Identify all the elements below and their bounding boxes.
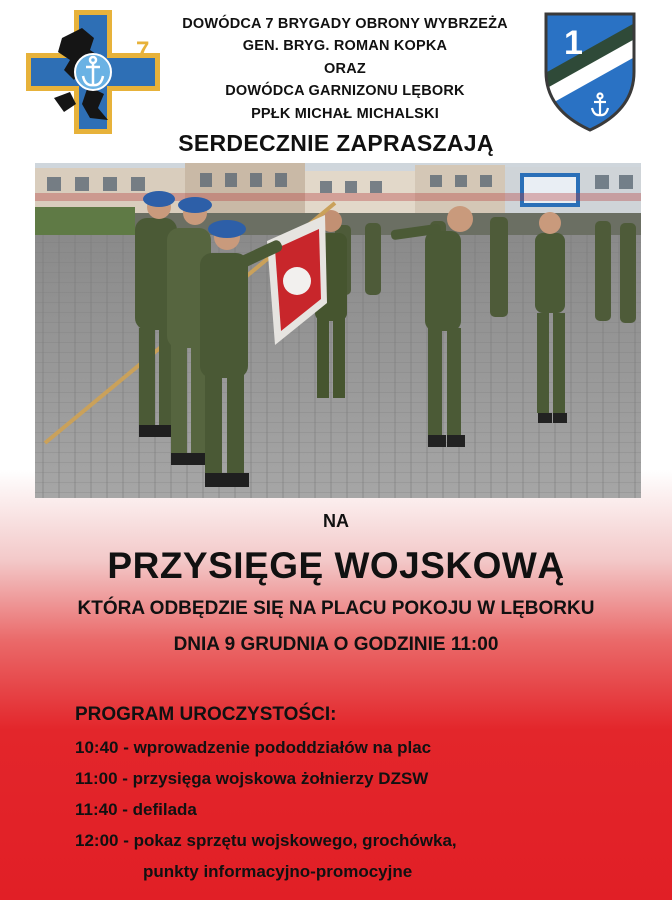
header-line: DOWÓDCA 7 BRYGADY OBRONY WYBRZEŻA [182, 16, 508, 32]
unit-shield [540, 10, 640, 132]
header-line: PPŁK MICHAŁ MICHALSKI [251, 105, 439, 122]
shield-number: 1 [564, 24, 583, 62]
event-title: PRZYSIĘGĘ WOJSKOWĄ [107, 545, 565, 586]
header-line: GEN. BRYG. ROMAN KOPKA [242, 38, 448, 55]
emblem-number: 7 [136, 37, 150, 64]
header [170, 13, 520, 125]
program-item: 11:40 - defilada [75, 800, 197, 819]
ceremony-photo [35, 163, 641, 498]
program-item: 12:00 - pokaz sprzętu wojskowego, grochówka, [75, 831, 457, 850]
program-item: punkty informacyjno-promocyjne [143, 862, 413, 881]
brigade-emblem [24, 8, 162, 136]
event-location: KTÓRA ODBĘDZIE SIĘ NA PLACU POKOJU W LĘBORKU [77, 598, 595, 619]
invite-heading: SERDECZNIE ZAPRASZAJĄ [178, 130, 494, 156]
program-item: 11:00 - przysięga wojskowa żołnierzy DZSW [75, 769, 429, 788]
program-item: 10:40 - wprowadzenie pododdziałów na plac [75, 738, 432, 757]
header-line: DOWÓDCA GARNIZONU LĘBORK [225, 83, 465, 100]
program-heading: PROGRAM UROCZYSTOŚCI: [75, 704, 337, 725]
header-line: ORAZ [324, 60, 366, 77]
event-date: DNIA 9 GRUDNIA O GODZINIE 11:00 [173, 634, 499, 655]
na-label: NA [323, 511, 349, 531]
